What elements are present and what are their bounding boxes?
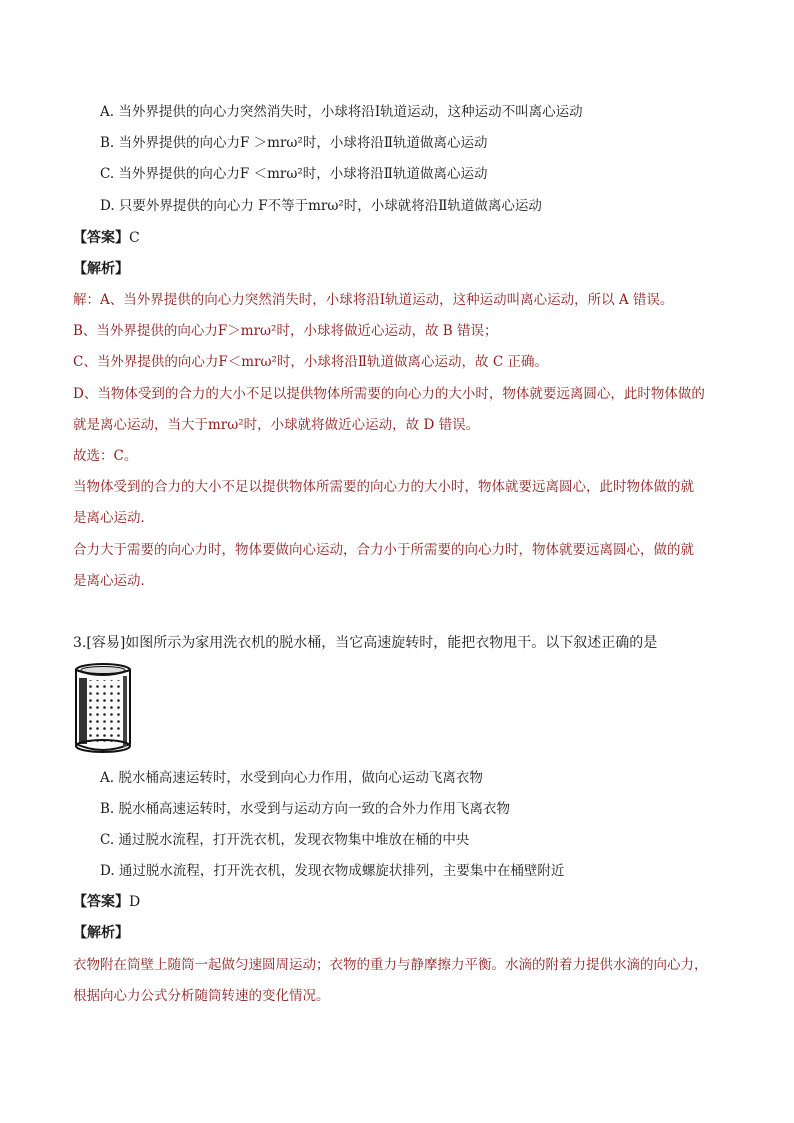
- q2-analysis-line: C、当外界提供的向心力F＜mrω²时，小球将沿Ⅱ轨道做离心运动，故 C 正确。: [73, 354, 548, 370]
- q2-analysis-line: 当物体受到的合力的大小不足以提供物体所需要的向心力的大小时，物体就要远离圆心，此时物体做的就: [73, 479, 694, 495]
- answer-label: 【答案】: [73, 894, 129, 910]
- q2-analysis-line: 解：A、当外界提供的向心力突然消失时，小球将沿Ⅰ轨道运动，这种运动叫离心运动，所以 A 错误。: [73, 292, 674, 308]
- q2-analysis-label: 【解析】: [73, 261, 129, 277]
- q3-analysis-label: 【解析】: [73, 925, 129, 941]
- q2-analysis-line: 合力大于需要的向心力时，物体要做向心运动，合力小于所需要的向心力时，物体就要远离圆心，做的就: [73, 542, 694, 558]
- q3-option-c: C. 通过脱水流程，打开洗衣机，发现衣物集中堆放在桶的中央: [100, 832, 470, 848]
- q2-analysis-line: 故选：C。: [73, 448, 138, 464]
- q2-analysis-line: 就是离心运动，当大于mrω²时，小球就将做近心运动，故 D 错误。: [73, 417, 480, 433]
- q2-option-a: A. 当外界提供的向心力突然消失时，小球将沿Ⅰ轨道运动，这种运动不叫离心运动: [100, 104, 583, 120]
- q2-option-d: D. 只要外界提供的向心力 F不等于mrω²时，小球就将沿Ⅱ轨道做离心运动: [100, 198, 542, 214]
- q2-option-c: C. 当外界提供的向心力F ＜mrω²时，小球将沿Ⅱ轨道做离心运动: [100, 166, 488, 182]
- q2-analysis-line: 是离心运动．: [73, 510, 154, 526]
- q3-analysis-line: 根据向心力公式分析随筒转速的变化情况。: [73, 988, 330, 1004]
- q3-analysis-line: 衣物附在筒壁上随筒一起做匀速圆周运动；衣物的重力与静摩擦力平衡。水滴的附着力提供水滴的向心力，: [73, 957, 708, 973]
- q3-option-d: D. 通过脱水流程，打开洗衣机，发现衣物成螺旋状排列，主要集中在桶壁附近: [100, 863, 565, 879]
- q2-analysis-line: 是离心运动．: [73, 573, 154, 589]
- q2-answer: [73, 228, 140, 248]
- q2-analysis-line: D、当物体受到的合力的大小不足以提供物体所需要的向心力的大小时，物体就要远离圆心，此时物体做的: [73, 386, 705, 402]
- q3-option-b: B. 脱水桶高速运转时，水受到与运动方向一致的合外力作用飞离衣物: [100, 801, 511, 817]
- answer-label: 【答案】: [73, 230, 129, 246]
- washing-drum-figure: [73, 662, 133, 758]
- q2-analysis-line: B、当外界提供的向心力F＞mrω²时，小球将做近心运动，故 B 错误；: [73, 323, 498, 339]
- q3-stem: 3.[容易]如图所示为家用洗衣机的脱水桶，当它高速旋转时，能把衣物甩干。以下叙述正确的是: [73, 635, 658, 651]
- q3-answer: [73, 892, 140, 912]
- answer-value: D: [129, 894, 141, 910]
- q3-option-a: A. 脱水桶高速运转时，水受到向心力作用，做向心运动飞离衣物: [100, 770, 483, 786]
- answer-value: C: [129, 230, 140, 246]
- q2-option-b: B. 当外界提供的向心力F ＞mrω²时，小球将沿Ⅱ轨道做离心运动: [100, 135, 488, 151]
